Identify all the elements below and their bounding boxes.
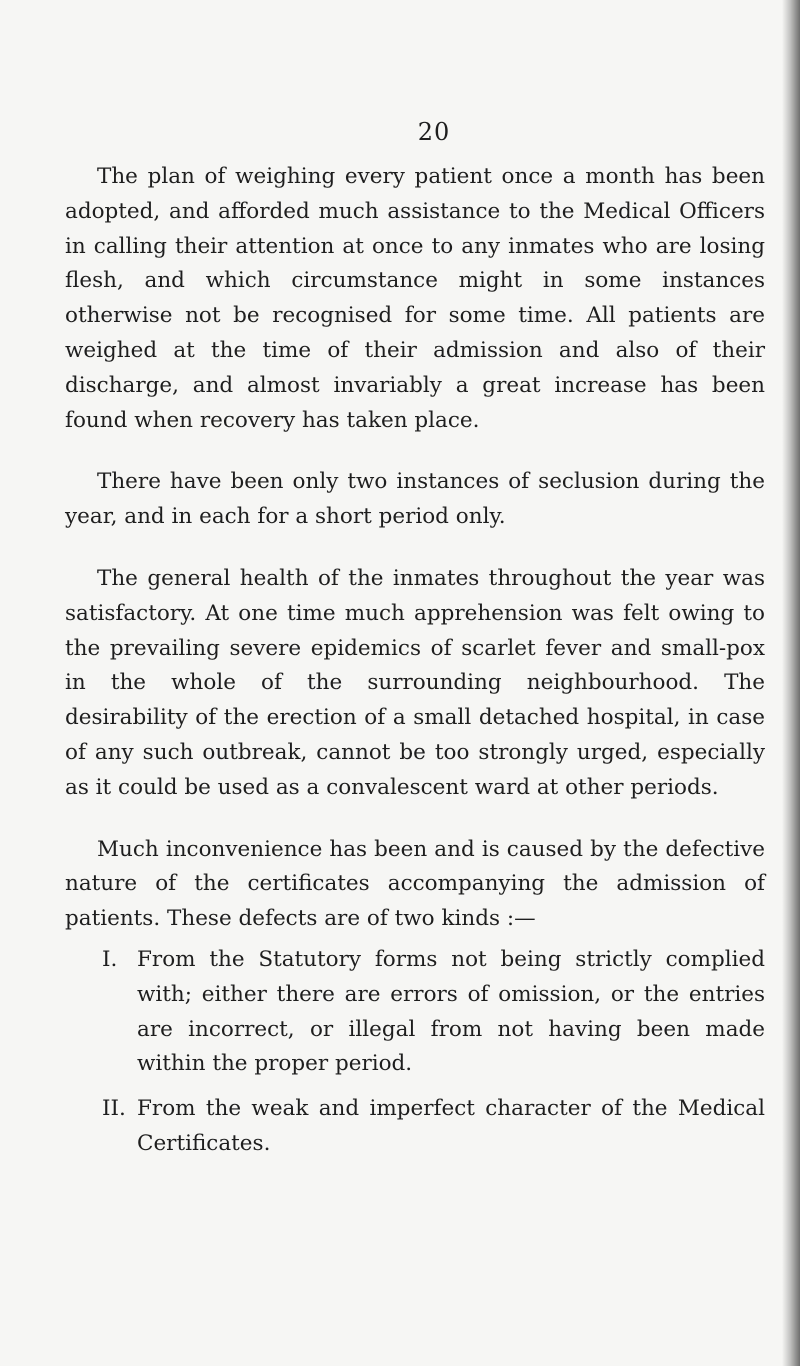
list-item [102,1092,765,1162]
paragraph-certificates: Much inconvenience has been and is caused by the defective nature of the certificates accompanying the admission of patients. These defects are of two kinds :— [65,836,765,932]
paragraph-weighing: The plan of weighing every patient once a month has been adopted, and afforded much assistance to the Medical Officers in calling their attention at once to any inmates who are losing flesh, and which circumstance might in some instances otherwise not be recognised for some time. All patients are weighed at the time of their admission and also of their discharge, and almost invariably a great increase has been found when recovery has taken place. [65,164,765,433]
defects-list [65,943,765,1162]
list-item [102,943,765,1082]
body-text [65,160,765,1172]
page-number: 20 [417,118,451,146]
list-item-text: From the weak and imperfect character of the Medical Certificates. [137,1096,765,1156]
list-item-number: I. [102,946,118,972]
list-item-number: II. [102,1096,126,1122]
page-edge-shadow [782,0,800,1366]
paragraph-general-health: The general health of the inmates throughout the year was satisfactory. At one time much apprehension was felt owing to the prevailing severe epidemics of scarlet fever and small-pox in the whole of the surrounding neighbourhood. The desirability of the erection of a small detached hospital, in case of any such outbreak, cannot be too strongly urged, especially as it could be used as a convalescent ward at other periods. [65,565,765,800]
paragraph-seclusion: There have been only two instances of seclusion during the year, and in each for a short period only. [65,469,765,530]
list-item-text: From the Statutory forms not being strictly complied with; either there are errors of omission, or the entries are incorrect, or illegal from not having been made within the proper period. [137,946,765,1077]
